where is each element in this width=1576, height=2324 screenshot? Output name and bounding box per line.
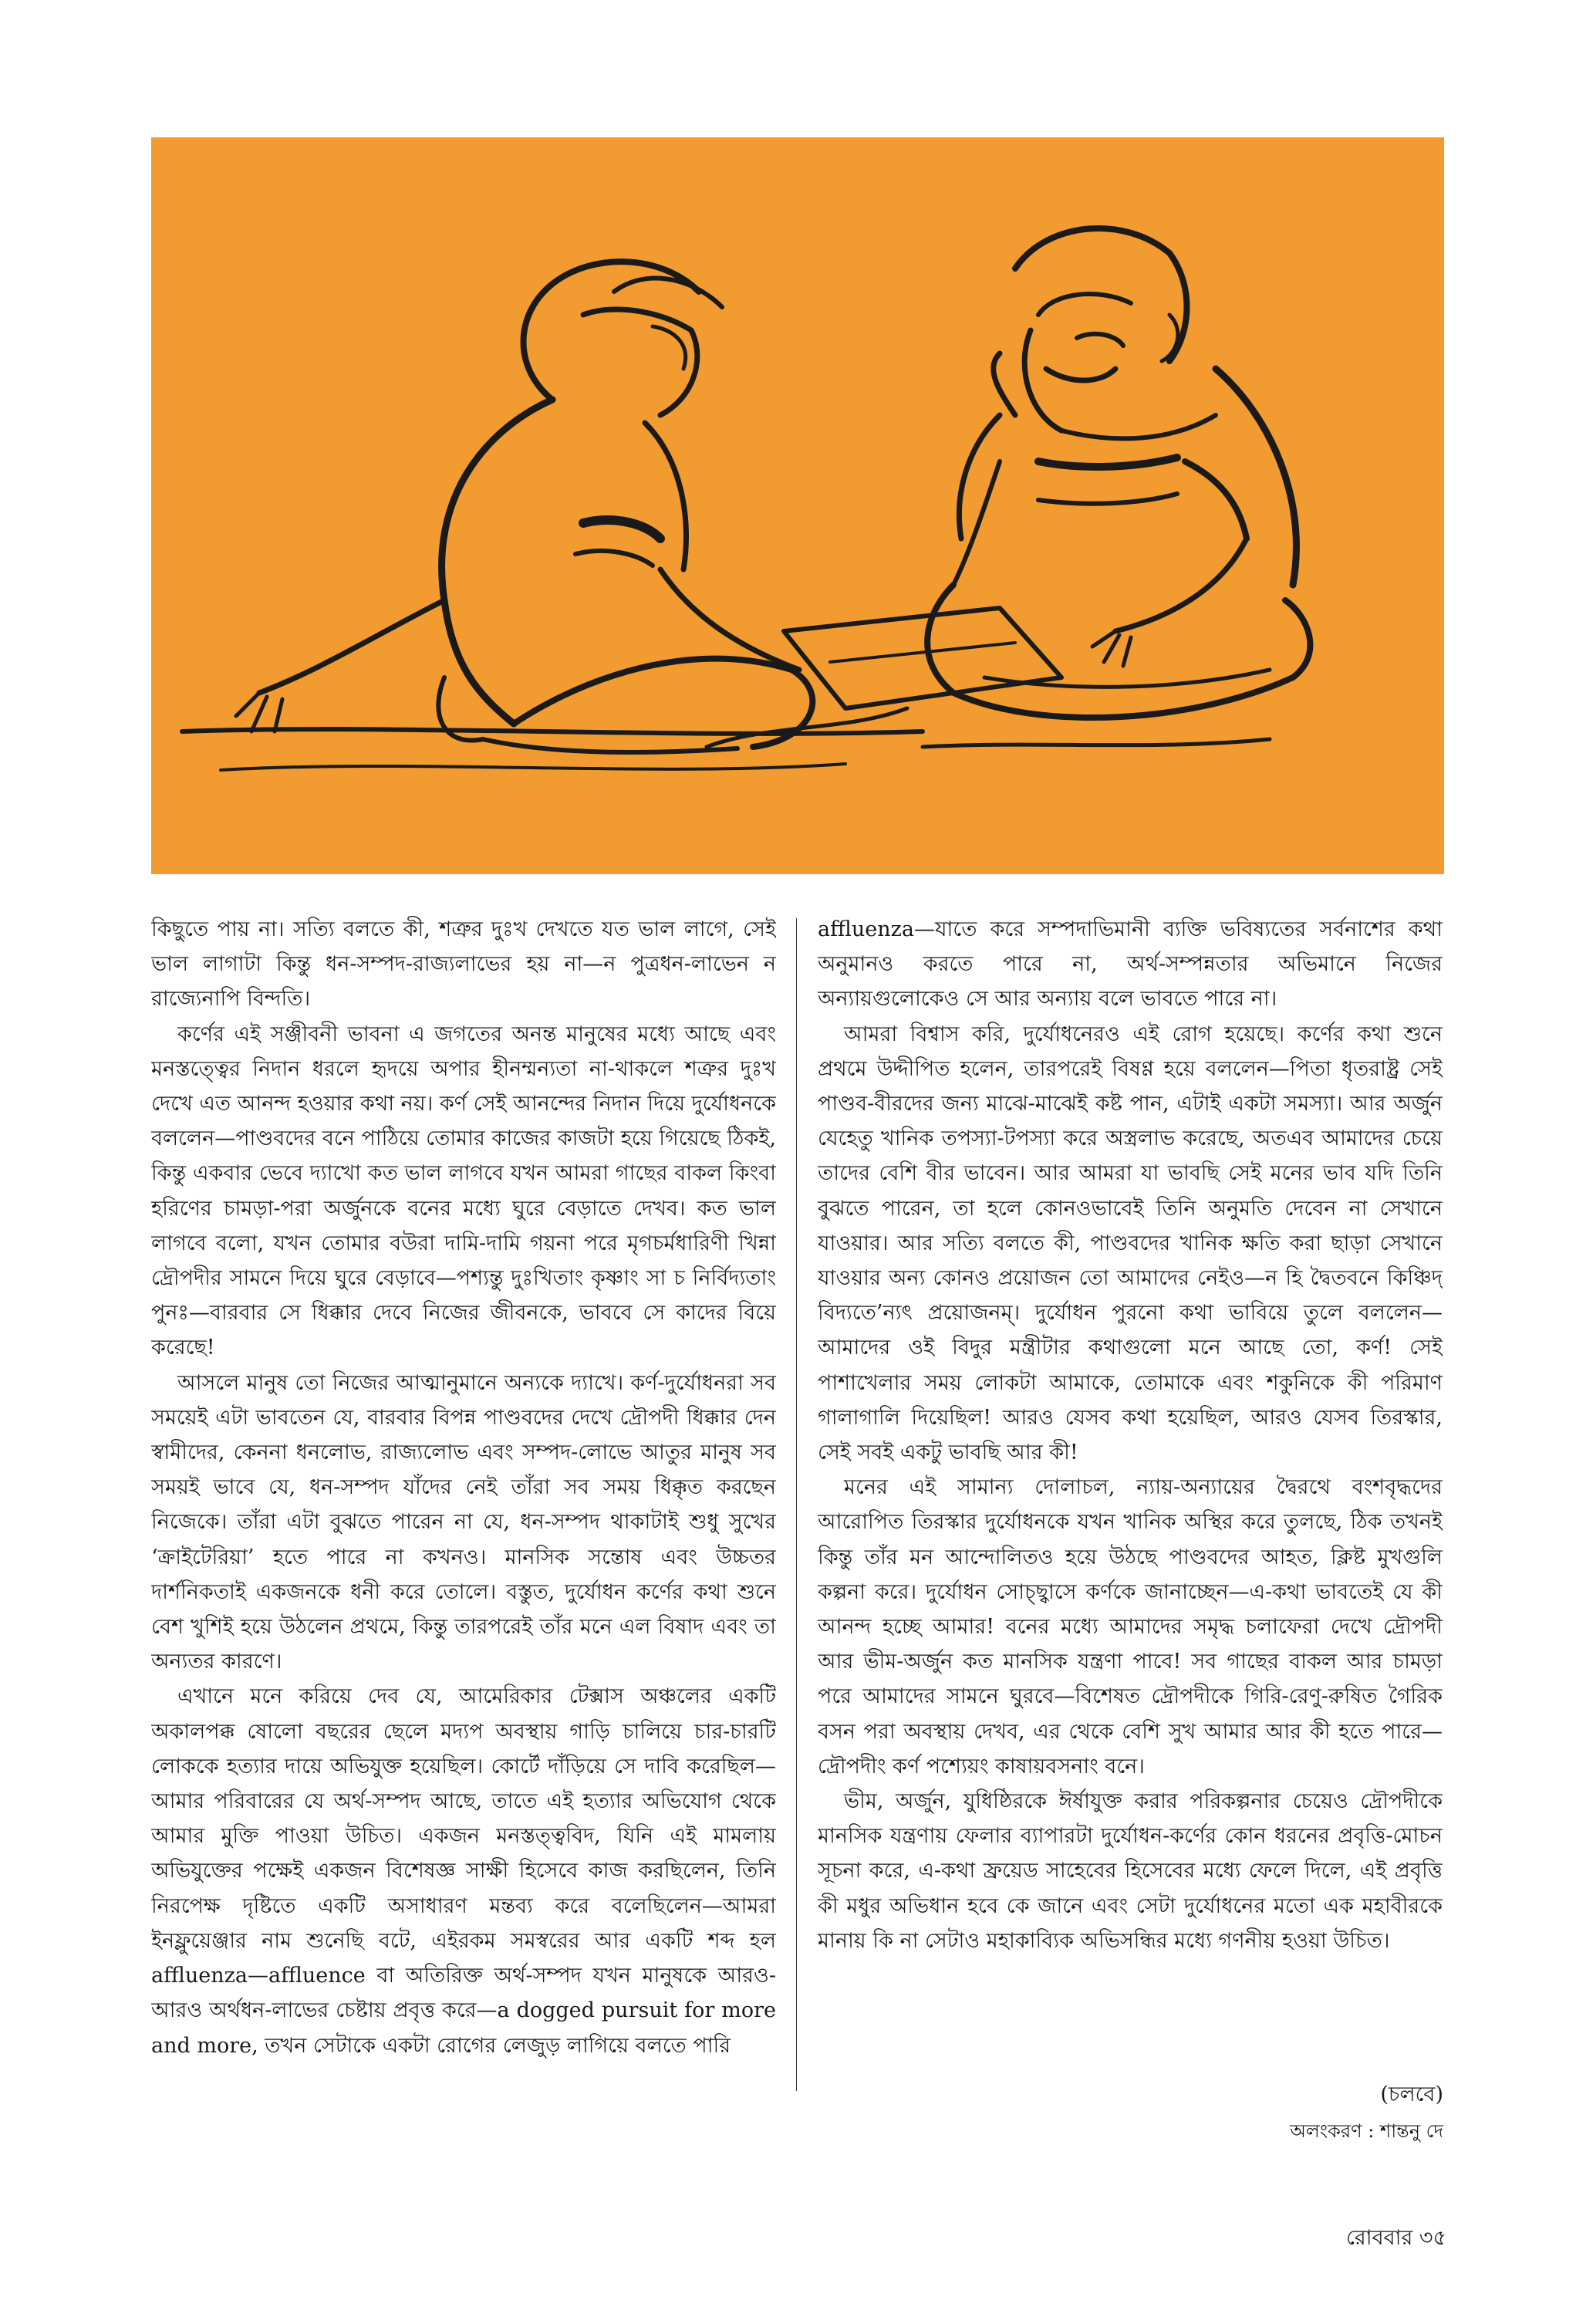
column-divider [796,918,797,2091]
illustration-credit: অলংকরণ : শান্তনু দে [1290,2120,1443,2142]
brush-drawing-two-seated-men [151,137,1444,874]
article-paragraph: affluenza—যাতে করে সম্পদাভিমানী ব্যক্তি ভবিষ্যতের সর্বনাশের কথা অনুমানও করতে পারে না, অর্থ-সম্পন্নতার অভিমানে নিজের অন্যায়গুলোকেও সে আর অন্যায় বলে ভাবতে পারে না। [818,917,1443,1012]
article-paragraph: কিছুতে পায় না। সত্যি বলতে কী, শত্রুর দুঃখ দেখতে যত ভাল লাগে, সেই ভাল লাগাটা কিন্তু ধন-সম্পদ-রাজ্যলাভের হয় না—ন পুত্রধন-লাভেন ন রাজ্যেনাপি বিন্দতি। [151,917,776,1012]
article-column-right [818,912,1443,2131]
article-paragraph: কর্ণের এই সঞ্জীবনী ভাবনা এ জগতের অনন্ত মানুষের মধ্যে আছে এবং মনস্তত্ত্বের নিদান ধরলে হৃদয়ে অপার হীনম্মন্যতা না-থাকলে শত্রুর দুঃখ দেখে এত আনন্দ হওয়ার কথা নয়। কর্ণ সেই আনন্দের নিদান দিয়ে দুর্যোধনকে বললেন—পাণ্ডবদের বনে পাঠিয়ে তোমার কাজের কাজটা হয়ে গিয়েছে ঠিকই, কিন্তু একবার ভেবে দ্যাখো কত ভাল লাগবে যখন আমরা গাছের বাকল কিংবা হরিণের চামড়া-পরা অর্জুনকে বনের মধ্যে ঘুরে বেড়াতে দেখব। কত ভাল লাগবে বলো, যখন তোমার বউরা দামি-দামি গয়না পরে মৃগচর্মধারিণী খিন্না দ্রৌপদীর সামনে দিয়ে ঘুরে বেড়াবে—পশ্যন্তু দুঃখিতাং কৃষ্ণাং সা চ নির্বিদ্যতাং পুনঃ—বারবার সে ধিক্কার দেবে নিজের জীবনকে, ভাববে সে কাদের বিয়ে করেছে! [151,1022,776,1360]
to-be-continued-label: (চলবে) [1380,2082,1443,2106]
article-paragraph: মনের এই সামান্য দোলাচল, ন্যায়-অন্যায়ের দ্বৈরথে বংশবৃদ্ধদের আরোপিত তিরস্কার দুর্যোধনকে যখন খানিক অস্থির করে তুলছে, ঠিক তখনই কিন্তু তাঁর মন আন্দোলিতও হয়ে উঠছে পাণ্ডবদের আহত, ক্লিষ্ট মুখগুলি কল্পনা করে। দুর্যোধন সোচ্ছ্বাসে কর্ণকে জানাচ্ছেন—এ-কথা ভাবতেই যে কী আনন্দ হচ্ছে আমার! বনের মধ্যে আমাদের সমৃদ্ধ চলাফেরা দেখে দ্রৌপদী আর ভীম-অর্জুন কত মানসিক যন্ত্রণা পাবে! সব গাছের বাকল আর চামড়া পরে আমাদের সামনে ঘুরবে—বিশেষত দ্রৌপদীকে গিরি-রেণু-রুষিত গৈরিক বসন পরা অবস্থায় দেখব, এর থেকে বেশি সুখ আমার আর কী হতে পারে—দ্রৌপদীং কর্ণ পশ্যেয়ং কাষায়বসনাং বনে। [818,1475,1443,1778]
article-column-left [151,912,776,2131]
page-folio: রোববার ৩৫ [1345,2226,1446,2250]
illustration [151,137,1444,874]
article-paragraph: আসলে মানুষ তো নিজের আত্মানুমানে অন্যকে দ্যাখে। কর্ণ-দুর্যোধনরা সব সময়েই এটা ভাবতেন যে, বারবার বিপন্ন পাণ্ডবদের দেখে দ্রৌপদী ধিক্কার দেন স্বামীদের, কেননা ধনলোভ, রাজ্যলোভ এবং সম্পদ-লোভে আতুর মানুষ সব সময়ই ভাবে যে, ধন-সম্পদ যাঁদের নেই তাঁরা সব সময় ধিক্কৃত করছেন নিজেকে। তাঁরা এটা বুঝতে পারেন না যে, ধন-সম্পদ থাকাটাই শুধু সুখের ‘ক্রাইটেরিয়া’ হতে পারে না কখনও। মানসিক সন্তোষ এবং উচ্চতর দার্শনিকতাই একজনকে ধনী করে তোলে। বস্তুত, দুর্যোধন কর্ণের কথা শুনে বেশ খুশিই হয়ে উঠলেন প্রথমে, কিন্তু তারপরেই তাঁর মনে এল বিষাদ এবং তা অন্যতর কারণে। [151,1370,776,1674]
article-paragraph: এখানে মনে করিয়ে দেব যে, আমেরিকার টেক্সাস অঞ্চলের একটি অকালপক্ক ষোলো বছরের ছেলে মদ্যপ অবস্থায় গাড়ি চালিয়ে চার-চারটি লোককে হত্যার দায়ে অভিযুক্ত হয়েছিল। কোর্টে দাঁড়িয়ে সে দাবি করেছিল—আমার পরিবারের যে অর্থ-সম্পদ আছে, তাতে এই হত্যার অভিযোগ থেকে আমার মুক্তি পাওয়া উচিত। একজন মনস্তত্ত্ববিদ, যিনি এই মামলায় অভিযুক্তের পক্ষেই একজন বিশেষজ্ঞ সাক্ষী হিসেবে কাজ করছিলেন, তিনি নিরপেক্ষ দৃষ্টিতে একটি অসাধারণ মন্তব্য করে বলেছিলেন—আমরা ইনফ্লুয়েঞ্জার নাম শুনেছি বটে, এইরকম সমস্বরের আর একটি শব্দ হল affluenza—affluence বা অতিরিক্ত অর্থ-সম্পদ যখন মানুষকে আরও-আরও অর্থধন-লাভের চেষ্টায় প্রবৃত্ত করে—a dogged pursuit for more and more, তখন সেটাকে একটা রোগের লেজুড় লাগিয়ে বলতে পারি [151,1684,776,2058]
article-paragraph: আমরা বিশ্বাস করি, দুর্যোধনেরও এই রোগ হয়েছে। কর্ণের কথা শুনে প্রথমে উদ্দীপিত হলেন, তারপরেই বিষণ্ণ হয়ে বললেন—পিতা ধৃতরাষ্ট্র সেই পাণ্ডব-বীরদের জন্য মাঝে-মাঝেই কষ্ট পান, এটাই একটা সমস্যা। আর অর্জুন যেহেতু খানিক তপস্যা-টপস্যা করে অস্ত্রলাভ করেছে, অতএব আমাদের চেয়ে তাদের বেশি বীর ভাবেন। আর আমরা যা ভাবছি সেই মনের ভাব যদি তিনি বুঝতে পারেন, তা হলে কোনওভাবেই তিনি অনুমতি দেবেন না সেখানে যাওয়ার। আর সত্যি বলতে কী, পাণ্ডবদের খানিক ক্ষতি করা ছাড়া সেখানে যাওয়ার অন্য কোনও প্রয়োজন তো আমাদের নেইও—ন হি দ্বৈতবনে কিঞ্চিদ্ বিদ্যতে’ন্যৎ প্রয়োজনম্। দুর্যোধন পুরনো কথা ভাবিয়ে তুলে বললেন—আমাদের ওই বিদুর মন্ত্রীটার কথাগুলো মনে আছে তো, কর্ণ! সেই পাশাখেলার সময় লোকটা আমাকে, তোমাকে এবং শকুনিকে কী পরিমাণ গালাগালি দিয়েছিল! আরও যেসব কথা হয়েছিল, আরও যেসব তিরস্কার, সেই সবই একটু ভাবছি আর কী! [818,1022,1443,1465]
article-paragraph: ভীম, অর্জুন, যুধিষ্ঠিরকে ঈর্ষাযুক্ত করার পরিকল্পনার চেয়েও দ্রৌপদীকে মানসিক যন্ত্রণায় ফেলার ব্যাপারটা দুর্যোধন-কর্ণের কোন ধরনের প্রবৃত্তি-মোচন সূচনা করে, এ-কথা ফ্রয়েড সাহেবের হিসেবের মধ্যে ফেলে দিলে, এই প্রবৃত্তি কী মধুর অভিধান হবে কে জানে এবং সেটা দুর্যোধনের মতো এক মহাবীরকে মানায় কি না সেটাও মহাকাব্যিক অভিসন্ধির মধ্যে গণনীয় হওয়া উচিত। [818,1789,1443,1953]
